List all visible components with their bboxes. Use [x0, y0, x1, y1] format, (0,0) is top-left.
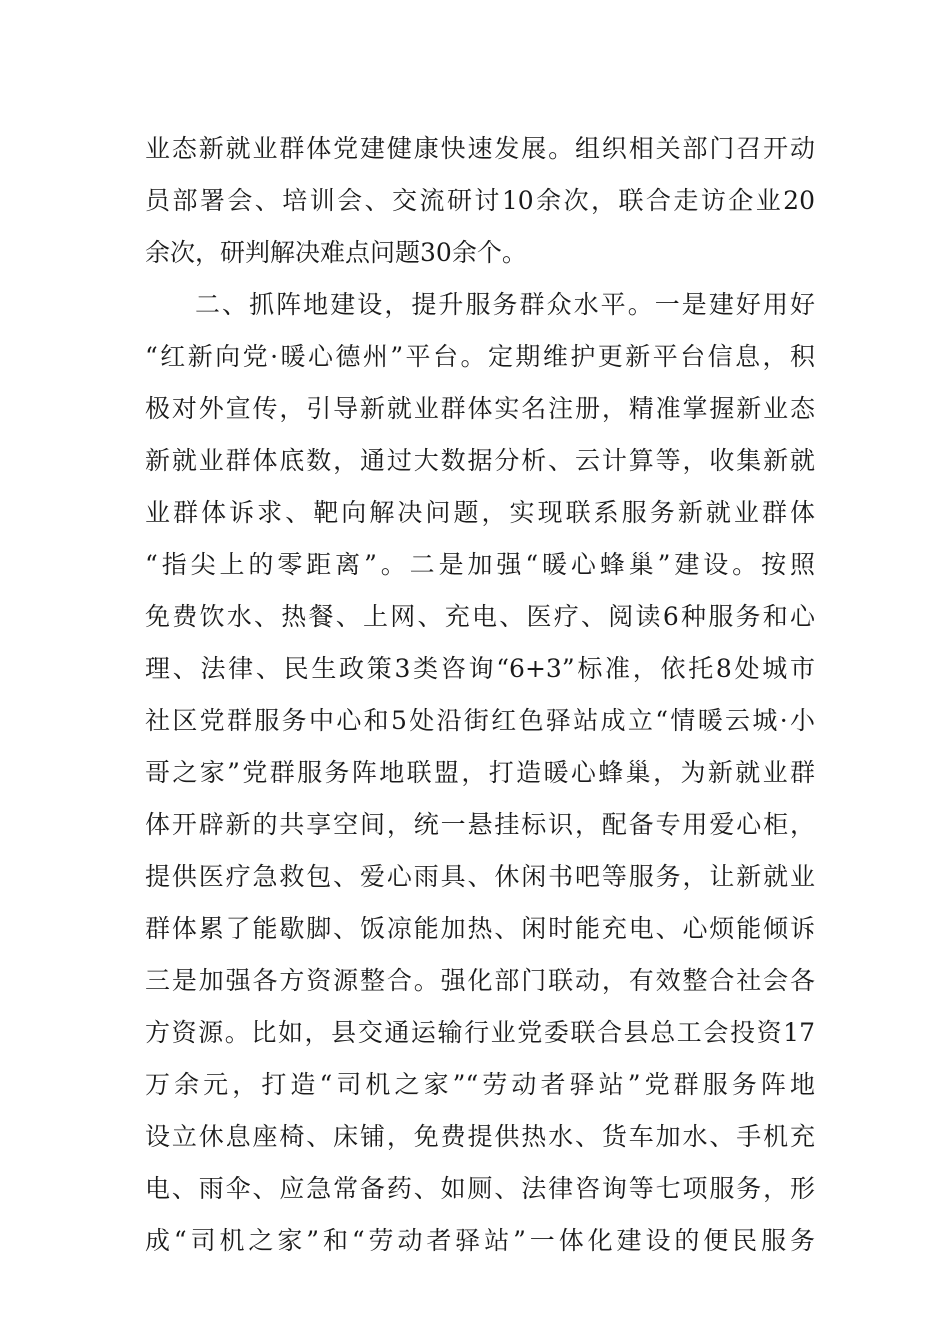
text-line: 员部署会、培训会、交流研讨10余次，联合走访企业20: [145, 186, 815, 215]
text-line: 业群体诉求、靶向解决问题，实现联系服务新就业群体: [145, 498, 815, 527]
text-line: 电、雨伞、应急常备药、如厕、法律咨询等七项服务，形: [145, 1174, 815, 1203]
text-line: 新就业群体底数，通过大数据分析、云计算等，收集新就: [145, 446, 815, 475]
text-line: 设立休息座椅、床铺，免费提供热水、货车加水、手机充: [145, 1122, 815, 1151]
text-line: 理、法律、民生政策3类咨询“6+3”标准，依托8处城市: [145, 654, 815, 683]
text-line: 提供医疗急救包、爱心雨具、休闲书吧等服务，让新就业: [145, 862, 815, 891]
text-line: 群体累了能歇脚、饭凉能加热、闲时能充电、心烦能倾诉: [145, 914, 815, 943]
text-line: 哥之家”党群服务阵地联盟，打造暖心蜂巢，为新就业群: [145, 758, 815, 787]
text-line: 社区党群服务中心和5处沿街红色驿站成立“情暖云城·小: [145, 706, 815, 735]
text-line: “指尖上的零距离”。二是加强“暖心蜂巢”建设。按照: [145, 550, 815, 579]
text-line: 体开辟新的共享空间，统一悬挂标识，配备专用爱心柜，: [145, 810, 815, 839]
text-line: “红新向党·暖心德州”平台。定期维护更新平台信息，积: [145, 342, 815, 371]
text-line: 方资源。比如，县交通运输行业党委联合县总工会投资17: [145, 1018, 815, 1047]
text-line: 业态新就业群体党建健康快速发展。组织相关部门召开动: [145, 134, 815, 163]
section-heading-line: 二、抓阵地建设，提升服务群众水平。一是建好用好: [195, 290, 815, 319]
text-line: 万余元，打造“司机之家”“劳动者驿站”党群服务阵地: [145, 1070, 815, 1099]
text-line: 成“司机之家”和“劳动者驿站”一体化建设的便民服务: [145, 1226, 815, 1255]
text-line: 三是加强各方资源整合。强化部门联动，有效整合社会各: [145, 966, 815, 995]
body-text: [145, 123, 815, 1267]
text-line: 余次，研判解决难点问题30余个。: [145, 238, 527, 267]
text-line: 免费饮水、热餐、上网、充电、医疗、阅读6种服务和心: [145, 602, 815, 631]
text-line: 极对外宣传，引导新就业群体实名注册，精准掌握新业态: [145, 394, 815, 423]
